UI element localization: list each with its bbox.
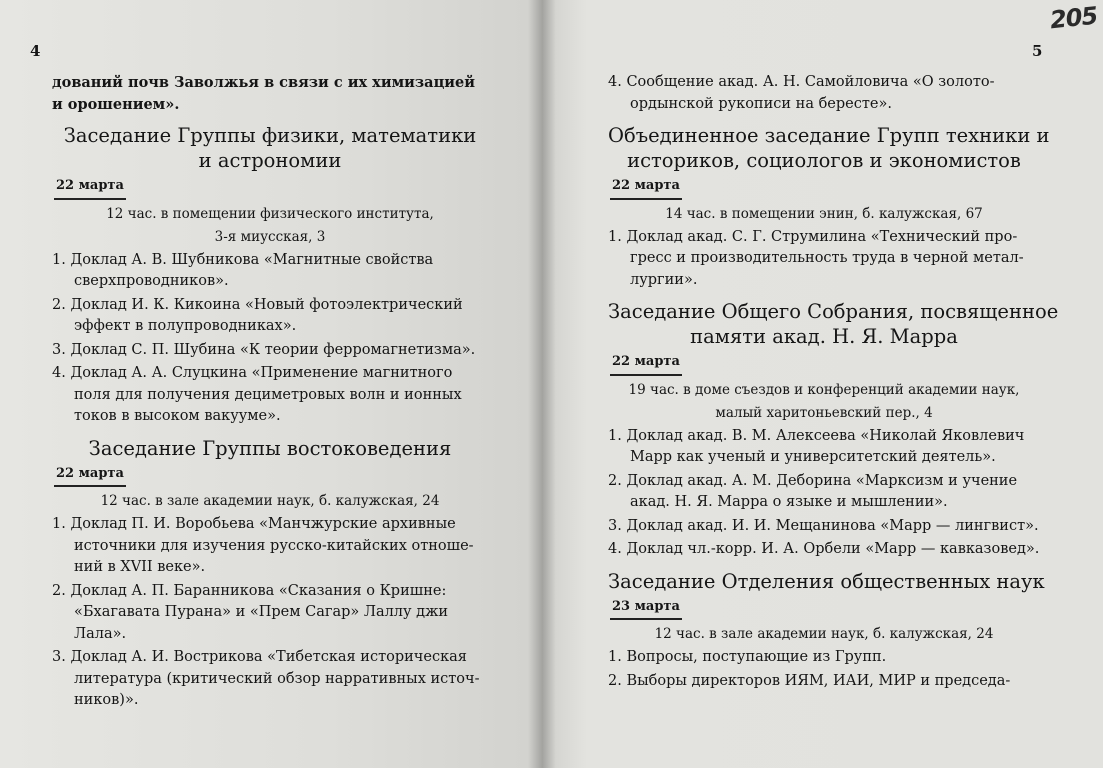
item-number: 4.: [608, 541, 622, 557]
item-text: «Бхагавата Пурана» и «Прем Сагар» Лаллу джи: [74, 604, 449, 620]
item-text: ников)».: [74, 692, 139, 708]
agenda-item: [52, 250, 488, 293]
item-text: Лала».: [74, 625, 127, 642]
item-text: Доклад акад. И. И. Мещанинова «Марр — лингвист».: [626, 517, 1039, 534]
heading-line: памяти акад. Н. Я. Марра: [690, 325, 958, 348]
item-text: токов в высоком вакууме».: [74, 408, 281, 424]
section-social-sciences: [608, 569, 1045, 693]
book-gutter: [528, 0, 556, 768]
heading-line: Заседание Группы востоковедения: [88, 436, 452, 460]
item-number: 3.: [52, 649, 66, 665]
venue-line: 14 час. в помещении энин, б. калужская, 67: [665, 205, 983, 222]
item-text: гресс и производительность труда в черной метал-: [630, 250, 1024, 266]
section-heading: [608, 123, 1050, 173]
item-text: ний в XVII веке».: [74, 559, 206, 575]
item-text: Доклад акад. С. Г. Струмилина «Технический про-: [626, 228, 1018, 245]
item-number: 1.: [52, 251, 66, 268]
item-number: 2.: [52, 582, 66, 599]
item-text: эффект в полупроводниках».: [74, 318, 297, 334]
section-heading: [52, 436, 488, 461]
agenda-item: [608, 72, 1040, 115]
item-text: Марр как ученый и университетский деятель».: [630, 449, 996, 465]
agenda-item: [52, 514, 488, 579]
heading-line: и астрономии: [198, 149, 342, 172]
agenda-item: [52, 295, 488, 338]
item-text: Доклад С. П. Шубина «К теории ферромагнетизма».: [70, 341, 476, 358]
section-heading: [608, 569, 1045, 594]
agenda-item: [608, 471, 1040, 514]
venue-line: 12 час. в зале академии наук, б. калужская, 24: [100, 493, 440, 509]
venue-line: 12 час. в помещении физического института,: [106, 205, 434, 222]
venue-line: 3-я миусская, 3: [214, 228, 326, 245]
agenda-item: [52, 340, 488, 362]
item-text: Доклад чл.-корр. И. А. Орбели «Марр — кавказовед».: [626, 541, 1040, 557]
item-text: Доклад А. А. Слуцкина «Применение магнитного: [70, 365, 453, 381]
item-number: 4.: [608, 74, 622, 90]
agenda-item: [52, 581, 488, 646]
venue-line: малый харитоньевский пер., 4: [715, 404, 933, 421]
agenda-item: [608, 671, 1040, 693]
item-number: 1.: [608, 649, 622, 665]
intro-line: и орошением».: [52, 95, 180, 113]
section-heading: [608, 299, 1059, 349]
venue-line: 12 час. в зале академии наук, б. калужская, 24: [654, 626, 994, 642]
heading-line: Заседание Общего Собрания, посвященное: [608, 300, 1059, 323]
item-text: Выборы директоров ИЯМ, ИАИ, МИР и председа-: [626, 672, 1011, 689]
item-number: 3.: [608, 517, 622, 534]
page-number-left: 4: [30, 42, 41, 60]
section-general-assembly: [608, 299, 1059, 561]
item-text: Доклад А. В. Шубникова «Магнитные свойства: [70, 251, 434, 268]
section-physics: [52, 123, 488, 428]
agenda-item: [608, 539, 1040, 561]
session-date: 22 марта: [610, 351, 682, 376]
item-text: поля для получения дециметровых волн и ионных: [74, 386, 462, 403]
item-text: источники для изучения русско-китайских отноше-: [74, 537, 474, 554]
agenda-item: [52, 647, 488, 712]
right-page: [542, 0, 1103, 768]
item-text: Вопросы, поступающие из Групп.: [626, 649, 887, 665]
section-oriental-studies: [52, 436, 488, 712]
item-number: 1.: [52, 516, 66, 532]
left-page: [0, 0, 542, 768]
item-text: Доклад акад. В. М. Алексеева «Николай Яковлевич: [626, 427, 1025, 444]
section-heading: [52, 123, 488, 173]
item-number: 4.: [52, 365, 66, 381]
item-text: Доклад А. И. Вострикова «Тибетская историческая: [70, 649, 467, 665]
item-number: 2.: [608, 472, 622, 489]
agenda-item: [608, 647, 1040, 669]
section-joint-technical: [608, 123, 1050, 291]
item-text: Сообщение акад. А. Н. Самойловича «О золото-: [626, 74, 995, 90]
session-date: 23 марта: [610, 596, 682, 621]
heading-line: Заседание Группы физики, математики: [63, 124, 477, 147]
agenda-item: [608, 227, 1040, 292]
item-number: 2.: [608, 672, 622, 689]
item-text: Доклад П. И. Воробьева «Манчжурские архивные: [70, 516, 456, 532]
heading-line: Объединенное заседание Групп техники и: [608, 124, 1050, 147]
session-date: 22 марта: [610, 175, 682, 200]
heading-line: Заседание Отделения общественных наук: [608, 569, 1045, 593]
session-date: 22 марта: [54, 175, 126, 200]
item-text: сверхпроводников».: [74, 273, 229, 289]
item-text: Доклад А. П. Баранникова «Сказания о Кришне:: [70, 582, 447, 599]
left-column: [52, 72, 488, 714]
item-number: 1.: [608, 427, 622, 444]
intro-line: дований почв Заволжья в связи с их химизацией: [52, 74, 476, 91]
item-number: 2.: [52, 296, 66, 313]
heading-line: историков, социологов и экономистов: [627, 149, 1021, 172]
archive-number: 205: [1048, 1, 1099, 35]
item-text: акад. Н. Я. Марра о языке и мышлении».: [630, 494, 948, 510]
venue-line: 19 час. в доме съездов и конференций академии наук,: [628, 381, 1020, 398]
agenda-item: [608, 426, 1040, 469]
right-column: [608, 72, 1059, 694]
item-text: лургии».: [630, 271, 698, 288]
item-number: 1.: [608, 228, 622, 245]
agenda-item: [608, 516, 1040, 538]
item-text: литература (критический обзор нарративных источ-: [74, 670, 480, 687]
item-text: ордынской рукописи на бересте».: [630, 95, 892, 112]
item-text: Доклад акад. А. М. Деборина «Марксизм и учение: [626, 472, 1018, 489]
session-date: 22 марта: [54, 463, 126, 488]
page-number-right: 5: [1032, 42, 1043, 60]
item-text: Доклад И. К. Кикоина «Новый фотоэлектрический: [70, 296, 463, 313]
agenda-item: [52, 363, 488, 428]
item-number: 3.: [52, 341, 66, 358]
